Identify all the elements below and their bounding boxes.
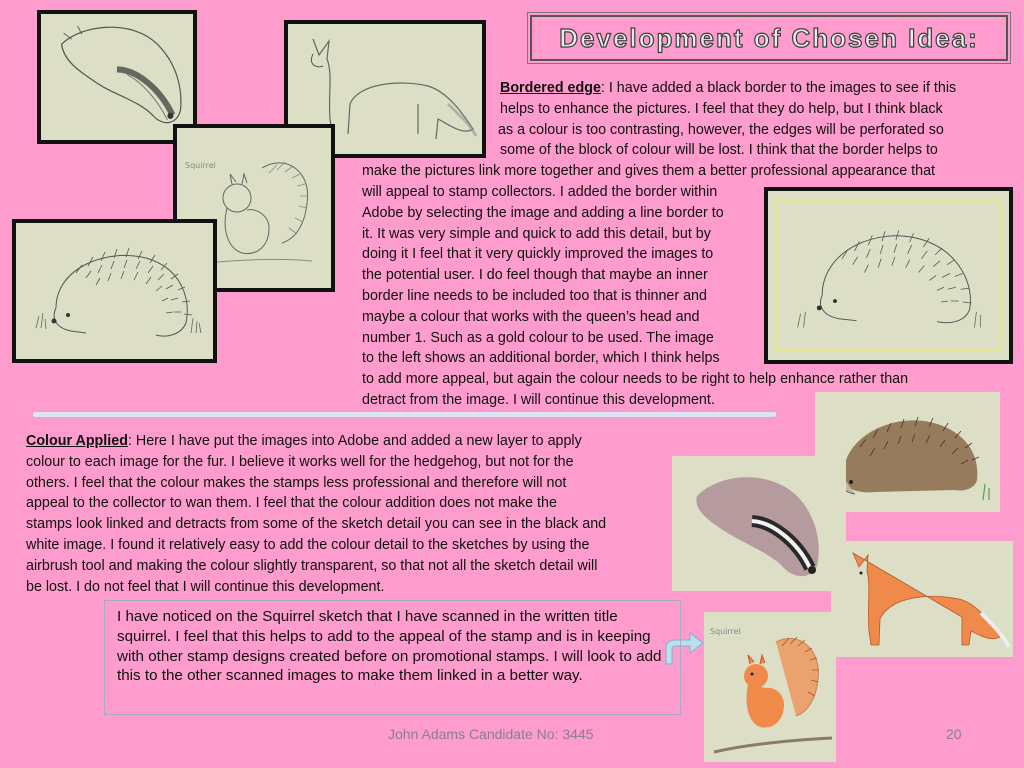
squirrel-colour-label: Squirrel (710, 627, 741, 636)
squirrel-note-box (104, 600, 681, 715)
badger-colour-image (672, 456, 846, 591)
bordered-edge-heading: Bordered edge (500, 80, 601, 96)
page-title: Development of Chosen Idea: (559, 22, 979, 53)
hedgehog-sketch-image (12, 219, 217, 363)
squirrel-colour-image (704, 612, 836, 762)
page-number: 20 (946, 726, 962, 742)
fox-colour-image (831, 541, 1013, 657)
section-divider (33, 412, 776, 417)
footer-author: John Adams Candidate No: 3445 (388, 726, 594, 742)
colour-applied-heading: Colour Applied (26, 433, 128, 449)
squirrel-note-text: I have noticed on the Squirrel sketch that I have scanned in the written title squirrel. I feel that this helps to add to the appeal of the stamp and is in keeping with other stamp designs created before on promotional stamps. I will look to add this to the other scanned images to make them linked in a better way. (117, 608, 662, 685)
colour-applied-paragraph: Colour Applied: Here I have put the images into Adobe and added a new layer to apply colour to each image for the fur. I believe it works well for the hedgehog, but not for the others. I feel that the colour makes the stamps less professional and therefore will not appeal to the collector to wan them. I feel that the colour addition does not make the stamps look linked and detracts from some of the sketch detail you can see in the black and white image. I found it relatively easy to add the colour detail to the sketches by using the airbrush tool and making the colour slightly transparent, so that not all the sketch detail will be lost. I do not feel that I will continue this development. (26, 433, 607, 595)
title-banner (530, 15, 1008, 61)
bordered-edge-paragraph: Bordered edge: I have added a black border to the images to see if this helps to enhance the pictures. I feel that they do help, but I think black as a colour is too contrasting, however, the edges will be perforated so some of the block of colour will be lost. I think that the border helps to make the pictures link more together and gives them a better professional appearance that will appeal to stamp collectors. I added the border within Adobe by selecting the image and adding a line border to it. It was very simple and quick to add this detail, but by doing it I feel that it very quickly improved the images to the potential user. I do feel though that maybe an inner border line needs to be included too that is thinner and maybe a colour that works with the queen’s head and number 1. Such as a gold colour to be used. The image to the left shows an additional border, which I think helps to add more appeal, but again the colour needs to be right to help enhance rather than detract from the image. I will continue this development. (362, 80, 957, 408)
squirrel-sketch-label: Squirrel (185, 161, 216, 170)
